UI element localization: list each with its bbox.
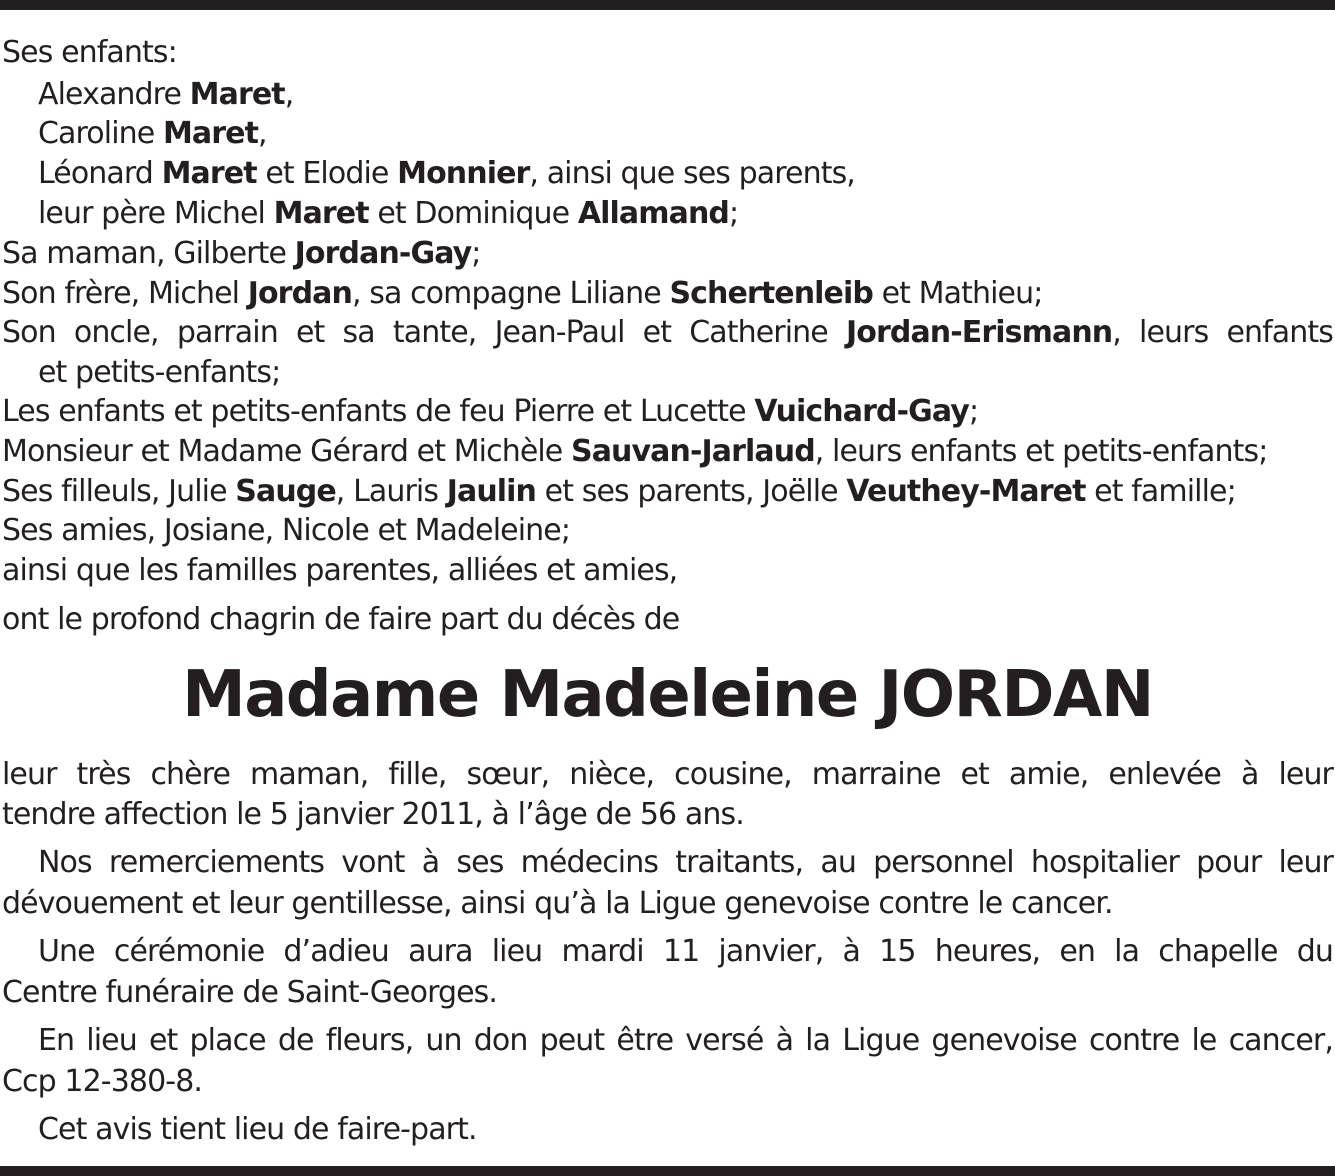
body-paragraph-line: En lieu et place de fleurs, un don peut être versé à la Ligue genevoise contre le cancer, (38, 1023, 1333, 1058)
intro-line: Ses enfants: (2, 35, 177, 70)
child-line: Caroline Maret, (38, 116, 267, 151)
father-line: leur père Michel Maret et Dominique Allamand; (38, 196, 739, 231)
vuichard-line: Les enfants et petits-enfants de feu Pierre et Lucette Vuichard-Gay; (2, 394, 979, 429)
sauvan-line: Monsieur et Madame Gérard et Michèle Sauvan-Jarlaud, leurs enfants et petits-enfants; (2, 434, 1268, 469)
body-paragraph-line: leur très chère maman, fille, sœur, nièce, cousine, marraine et amie, enlevée à leur (2, 757, 1333, 792)
surname: Maret (162, 116, 259, 151)
body-paragraph-line: Nos remerciements vont à ses médecins traitants, au personnel hospitalier pour leur (38, 845, 1333, 880)
body-paragraph-line: Cet avis tient lieu de faire-part. (38, 1112, 477, 1147)
body-paragraph-line: Une cérémonie d’adieu aura lieu mardi 11 janvier, à 15 heures, en la chapelle du (38, 934, 1333, 969)
body-paragraph-line: Centre funéraire de Saint-Georges. (2, 975, 498, 1010)
families-line: ainsi que les familles parentes, alliées et amies, (2, 553, 678, 588)
brother-line: Son frère, Michel Jordan, sa compagne Liliane Schertenleib et Mathieu; (2, 276, 1043, 311)
bottom-rule (0, 1166, 1335, 1176)
surname: Maret (189, 77, 285, 112)
friends-line: Ses amies, Josiane, Nicole et Madeleine; (2, 513, 571, 548)
body-paragraph-line: dévouement et leur gentillesse, ainsi qu’à la Ligue genevoise contre le cancer. (2, 886, 1113, 921)
body-paragraph-line: tendre affection le 5 janvier 2011, à l’âge de 56 ans. (2, 797, 744, 832)
top-rule (0, 0, 1335, 10)
surname: Jaulin (446, 474, 537, 509)
surname: Maret (161, 156, 257, 191)
surname: Allamand (577, 196, 729, 231)
surname: Jordan (247, 276, 352, 311)
surname: Sauge (235, 474, 336, 509)
surname: Vuichard-Gay (754, 394, 969, 429)
surname: Jordan-Gay (294, 236, 472, 271)
child-line: Alexandre Maret, (38, 77, 294, 112)
uncle-line-continued: et petits-enfants; (38, 355, 281, 390)
surname: Sauvan-Jarlaud (571, 434, 815, 469)
surname: Veuthey-Maret (846, 474, 1086, 509)
surname: Maret (273, 196, 369, 231)
surname: Schertenleib (669, 276, 873, 311)
announcement-line: ont le profond chagrin de faire part du décès de (2, 602, 680, 637)
deceased-name: Madame Madeleine JORDAN (182, 658, 1153, 732)
body-paragraph-line: Ccp 12-380-8. (2, 1064, 203, 1099)
uncle-line: Son oncle, parrain et sa tante, Jean-Paul et Catherine Jordan-Erismann, leurs enfants (2, 315, 1333, 350)
child-line: Léonard Maret et Elodie Monnier, ainsi que ses parents, (38, 156, 855, 191)
surname: Jordan-Erismann (846, 315, 1113, 350)
godchildren-line: Ses filleuls, Julie Sauge, Lauris Jaulin et ses parents, Joëlle Veuthey-Maret et famille; (2, 474, 1236, 509)
surname: Monnier (397, 156, 530, 191)
mother-line: Sa maman, Gilberte Jordan-Gay; (2, 236, 481, 271)
